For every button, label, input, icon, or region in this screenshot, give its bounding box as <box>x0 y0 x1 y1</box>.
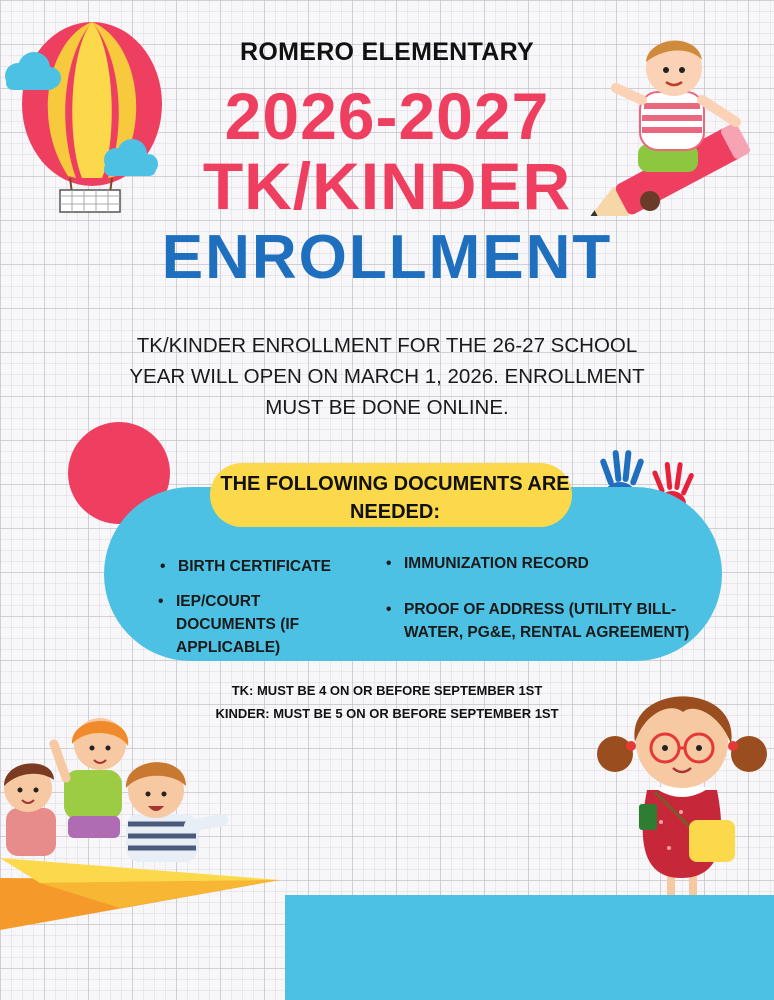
bullet: • <box>386 555 392 572</box>
school-year-title: 2026-2027 <box>224 79 550 153</box>
kinder-age-requirement: KINDER: MUST BE 5 ON OR BEFORE SEPTEMBER 1ST <box>215 706 559 721</box>
list-item-label: IEP/COURT <box>176 593 261 610</box>
intro-line: YEAR WILL OPEN ON MARCH 1, 2026. ENROLLMENT <box>129 365 645 388</box>
documents-heading-line: NEEDED: <box>349 501 440 523</box>
list-item-label: BIRTH CERTIFICATE <box>178 558 331 575</box>
school-name: ROMERO ELEMENTARY <box>240 38 534 66</box>
list-item-label: PROOF OF ADDRESS (UTILITY BILL- <box>404 601 677 618</box>
program-title: TK/KINDER <box>202 149 572 223</box>
bullet: • <box>158 593 164 610</box>
list-item-label: IMMUNIZATION RECORD <box>404 555 589 572</box>
bottom-blue-bar <box>285 895 774 1000</box>
enrollment-title: ENROLLMENT <box>161 223 613 292</box>
documents-heading <box>180 470 610 526</box>
kids-on-paper-plane-icon <box>0 708 285 938</box>
list-item-birth-certificate <box>160 555 331 578</box>
intro-line: TK/KINDER ENROLLMENT FOR THE 26-27 SCHOOL <box>136 334 638 357</box>
bullet: • <box>160 558 166 575</box>
list-item-iep-court-documents <box>158 590 300 659</box>
list-item-label: WATER, PG&E, RENTAL AGREEMENT) <box>404 624 690 641</box>
list-item-label: DOCUMENTS (IF <box>176 616 300 633</box>
bullet: • <box>386 601 392 618</box>
documents-heading-line: THE FOLLOWING DOCUMENTS ARE <box>220 473 570 495</box>
list-item-immunization-record <box>386 552 589 575</box>
intro-line: MUST BE DONE ONLINE. <box>265 396 509 419</box>
list-item-proof-of-address <box>386 598 690 644</box>
list-item-label: APPLICABLE) <box>176 639 281 656</box>
intro-text <box>95 330 679 423</box>
tk-age-requirement: TK: MUST BE 4 ON OR BEFORE SEPTEMBER 1ST <box>231 683 543 698</box>
